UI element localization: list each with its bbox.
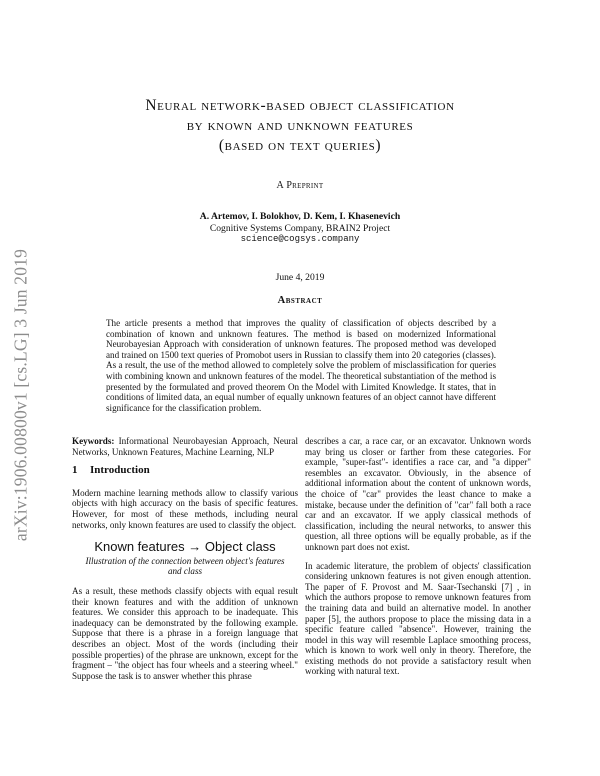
right-column — [305, 436, 531, 685]
known-features-diagram: Known features → Object class — [94, 539, 276, 555]
paper-date: June 4, 2019 — [275, 272, 325, 283]
title-line-1: Neural network-based object classification — [145, 97, 455, 114]
preprint-label: A Preprint — [276, 180, 324, 191]
author-affiliation: Cognitive Systems Company, BRAIN2 Project — [209, 222, 391, 234]
intro-paragraph-1: Modern machine learning methods allow to classify various objects with high accuracy on the basis of specific features. However, for most of these methods, including neural networks, only known features are used to classify the object. — [72, 487, 298, 530]
section-heading — [72, 465, 298, 476]
keywords-paragraph — [72, 436, 298, 457]
title-line-2: by known and unknown features — [186, 117, 414, 134]
caption-line-2: and class — [167, 566, 203, 577]
author-block — [60, 211, 540, 246]
keywords-text: Informational Neurobayesian Approach, Neural Networks, Unknown Features, Machine Learning, NLP — [72, 436, 298, 457]
paper-title — [60, 96, 540, 156]
abstract-body: The article presents a method that improves the quality of classification of objects described by a combination of known and unknown features. The method is based on modernized Informational Neurobayesian Approach with consideration of unknown features. The proposed method was developed and trained on 1500 text queries of Promobot users in Russian to classify them into 20 categories (classes). As a result, the use of the method allowed to completely solve the problem of misclassification for queries with combining known and unknown features of the model. The theoretical substantiation of the method is presented by the formulated and proved theorem On the Model with Limited Knowledge. It states, that in conditions of limited data, an equal number of equally unknown features of an object cannot have different significance for the classification problem. — [106, 318, 496, 413]
diagram-caption — [72, 556, 298, 577]
intro-paragraph-2: As a result, these methods classify objects with equal result their known features and with the addition of unknown features. We consider this approach to be inadequate. This inadequacy can be demonstrated by the following example. Suppose that there is a phrase in a foreign language that describes an object. Most of the words (including their possible properties) of the phrase are unknown, except for the fragment – "the object has four wheels and a steering wheel." Suppose the task is to answer whether this phrase — [72, 585, 298, 681]
author-email: science@cogsys.company — [240, 234, 360, 244]
arxiv-identifier: arXiv:1906.00800v1 [cs.LG] 3 Jun 2019 — [10, 248, 31, 542]
keywords-label: Keywords: — [72, 436, 115, 446]
abstract-heading: Abstract — [277, 295, 323, 306]
caption-line-1: Illustration of the connection between object's features — [85, 555, 285, 566]
arxiv-identifier-sidebar — [3, 222, 39, 568]
section-number: 1 — [72, 464, 78, 477]
title-line-3: (based on text queries) — [218, 137, 382, 154]
intro-paragraph-3: describes a car, a race car, or an excavator. Unknown words may bring us closer or farther from these categories. For example, "super-fast"- identifies a race car, and "a dipper" resembles an excavator. Obviously, in the absence of additional information about the content of unknown words, the choice of "car" provides the least chance to make a mistake, because under the definition of "car" fall both a race car and an excavator. If we apply classical methods of classification, including the neural networks, to answer this question, all three options will be equally probable, as if the unknown part does not exist. — [305, 436, 531, 552]
intro-paragraph-4: In academic literature, the problem of objects' classification considering unknown features is not given enough attention. The paper of F. Provost and M. Saar-Tsechanski [7] , in which the authors propose to remove unknown features from the training data and build an alternative model. In another paper [5], the authors propose to place the missing data in a specific feature called "absence". However, training the model in this way will resemble Laplace smoothing process, which is known to work well only in theory. Therefore, the existing methods do not provide a satisfactory result when working with natural text. — [305, 560, 531, 677]
section-title: Introduction — [90, 464, 150, 477]
author-names: A. Artemov, I. Bolokhov, D. Kem, I. Khasenevich — [199, 211, 401, 222]
left-column — [72, 436, 298, 689]
